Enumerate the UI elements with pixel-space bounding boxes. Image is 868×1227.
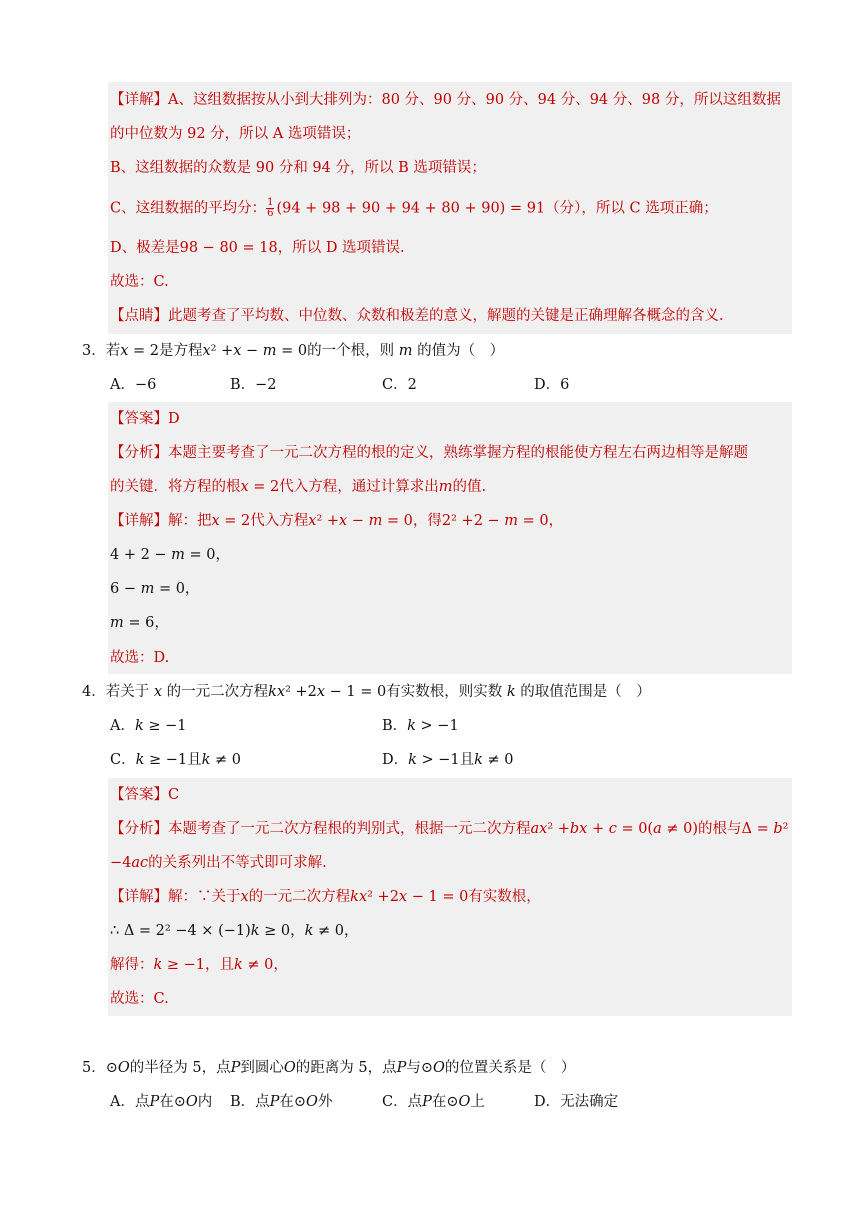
q5-option-b: B．点𝑃在⊙𝑂外 (230, 1094, 333, 1110)
q2-choice: 故选：C. (110, 274, 169, 290)
fraction (266, 198, 274, 219)
fraction-numerator: 1 (267, 197, 274, 208)
fraction-denominator: 6 (267, 208, 274, 219)
q4-option-b: B．𝑘 > −1 (382, 718, 459, 734)
q4-analysis-line-1: 【分析】本题考查了一元二次方程根的判别式，根据一元二次方程𝑎𝑥² +𝑏𝑥 + 𝑐 = 0(𝑎 ≠ 0)的根与Δ = 𝑏² (110, 821, 789, 837)
q2-option-d-explanation: D、极差是98 − 80 = 18，所以 D 选项错误. (110, 240, 405, 256)
q4-stem: 4．若关于 𝑥 的一元二次方程𝑘𝑥² +2𝑥 − 1 = 0有实数根，则实数 𝑘 的取值范围是（ ） (82, 684, 651, 700)
q4-option-d: D．𝑘 > −1且𝑘 ≠ 0 (382, 752, 514, 768)
q3-detail-line-3: 6 − 𝑚 = 0， (110, 581, 200, 597)
q2-option-c-explanation (110, 198, 718, 219)
q3-analysis-line-1: 【分析】本题主要考查了一元二次方程的根的定义，熟练掌握方程的根能使方程左右两边相等是解题 (110, 445, 748, 461)
q5-option-c: C．点𝑃在⊙𝑂上 (382, 1094, 485, 1110)
q4-analysis-line-2: −4𝑎𝑐的关系列出不等式即可求解. (110, 855, 327, 871)
q3-choice: 故选：D. (110, 650, 170, 666)
q5-stem: 5．⊙𝑂的半径为 5，点𝑃到圆心𝑂的距离为 5，点𝑃与⊙𝑂的位置关系是（ ） (82, 1060, 576, 1076)
q4-answer: 【答案】C (110, 787, 180, 803)
q5-option-a: A．点𝑃在⊙𝑂内 (110, 1094, 213, 1110)
q5-option-d: D．无法确定 (534, 1094, 619, 1110)
q2-option-b-explanation: B、这组数据的众数是 90 分和 94 分，所以 B 选项错误； (110, 160, 486, 176)
q2-c-prefix: C、这组数据的平均分： (110, 200, 267, 217)
q4-option-c: C．𝑘 ≥ −1且𝑘 ≠ 0 (110, 752, 242, 768)
q3-option-d: D．6 (534, 377, 570, 393)
q2-detail-line-2: 的中位数为 92 分，所以 A 选项错误； (110, 126, 361, 142)
q3-answer: 【答案】D (110, 411, 180, 427)
q2-c-rest: (94 + 98 + 90 + 94 + 80 + 90) = 91（分），所以 C 选项正确； (276, 200, 718, 217)
q4-option-a: A．𝑘 ≥ −1 (110, 718, 187, 734)
q3-option-c: C．2 (382, 377, 417, 393)
q2-detail-line-1: 【详解】A、这组数据按从小到大排列为：80 分、90 分、90 分、94 分、94 分、98 分，所以这组数据 (110, 92, 781, 108)
q4-detail-line-1: 【详解】解：∵关于𝑥的一元二次方程𝑘𝑥² +2𝑥 − 1 = 0有实数根， (110, 889, 541, 905)
q3-option-a: A．−6 (110, 377, 157, 393)
q2-comment: 【点睛】此题考查了平均数、中位数、众数和极差的意义，解题的关键是正确理解各概念的含义. (110, 308, 724, 324)
q4-choice: 故选：C. (110, 991, 169, 1007)
q3-option-b: B．−2 (230, 377, 277, 393)
q4-detail-line-3: 解得：𝑘 ≥ −1，且𝑘 ≠ 0， (110, 957, 288, 973)
q3-stem: 3．若𝑥 = 2是方程𝑥² +𝑥 − 𝑚 = 0的一个根，则 𝑚 的值为（ ） (82, 343, 505, 359)
q3-detail-line-4: 𝑚 = 6， (110, 615, 169, 631)
q3-analysis-line-2: 的关键．将方程的根𝑥 = 2代入方程，通过计算求出𝑚的值. (110, 479, 487, 495)
q3-detail-line-2: 4 + 2 − 𝑚 = 0， (110, 547, 231, 563)
q3-detail-line-1: 【详解】解：把𝑥 = 2代入方程𝑥² +𝑥 − 𝑚 = 0，得2² +2 − 𝑚 = 0， (110, 513, 564, 529)
q4-detail-line-2: ∴ Δ = 2² −4 × (−1)𝑘 ≥ 0，𝑘 ≠ 0， (110, 923, 359, 939)
